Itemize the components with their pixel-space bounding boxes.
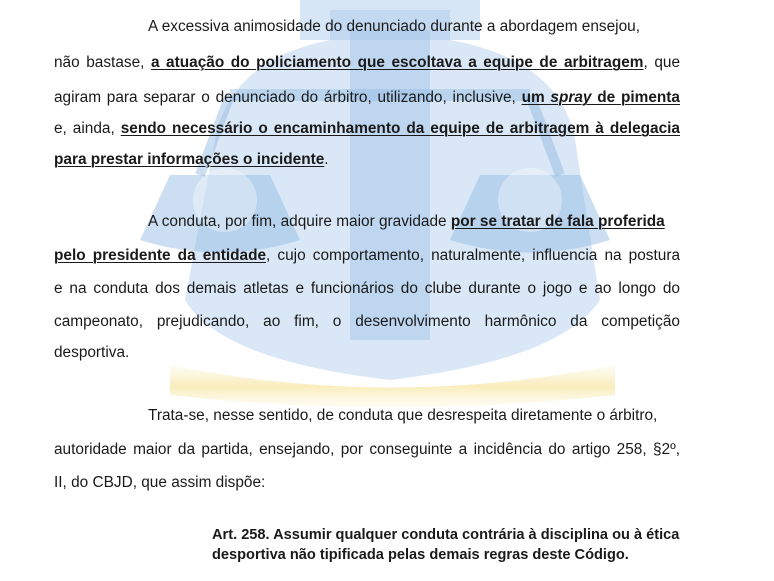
paragraph-3-line-3: II, do CBJD, que assim dispõe: (54, 474, 266, 491)
paragraph-1-line-2: não bastase, a atuação do policiamento que escoltava a equipe de arbitragem, que (54, 54, 680, 71)
paragraph-1-line-5: para prestar informações o incidente. (54, 151, 329, 168)
quote-line-1: Art. 258. Assumir qualquer conduta contrária à disciplina ou à ética (212, 527, 680, 543)
paragraph-2-line-3: e na conduta dos demais atletas e funcionários do clube durante o jogo e ao longo do (54, 280, 680, 297)
emphasis-presidente: pelo presidente da entidade (54, 247, 267, 264)
emphasis-fala: por se tratar de fala proferida (450, 213, 665, 230)
emphasis-policing: a atuação do policiamento que escoltava a equipe de arbitragem (150, 54, 644, 71)
emphasis-delegacia: sendo necessário o encaminhamento da equipe de arbitragem à delegacia (120, 120, 680, 137)
paragraph-2-line-5: desportiva. (54, 344, 130, 361)
paragraph-1-line-4: e, ainda, sendo necessário o encaminhamento da equipe de arbitragem à delegacia (54, 120, 680, 137)
paragraph-3-line-2: autoridade maior da partida, ensejando, por conseguinte a incidência do artigo 258, §2º, (54, 441, 680, 458)
paragraph-2-line-1: A conduta, por fim, adquire maior gravidade por se tratar de fala proferida (148, 213, 665, 230)
paragraph-1-line-3: agiram para separar o denunciado do árbitro, utilizando, inclusive, um spray de pimenta (54, 89, 680, 106)
emphasis-spray: um spray de pimenta (521, 89, 680, 106)
quote-line-2: desportiva não tipificada pelas demais regras deste Código. (212, 547, 629, 563)
paragraph-2-line-2: pelo presidente da entidade, cujo comportamento, naturalmente, influencia na postura (54, 247, 680, 264)
paragraph-1-line-1: A excessiva animosidade do denunciado durante a abordagem ensejou, (148, 18, 640, 35)
paragraph-3-line-1: Trata-se, nesse sentido, de conduta que desrespeita diretamente o árbitro, (148, 407, 658, 424)
paragraph-2-line-4: campeonato, prejudicando, ao fim, o desenvolvimento harmônico da competição (54, 313, 680, 330)
